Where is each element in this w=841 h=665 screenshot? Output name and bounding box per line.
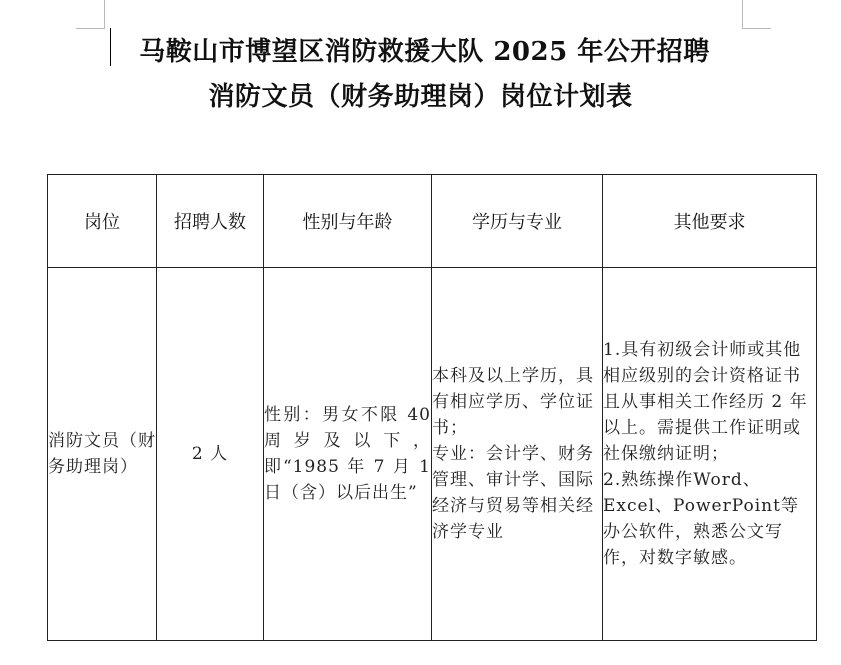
cell-gender-age: 性别：男女不限 40 周岁及以下，即“1985 年 7 月 1 日（含）以后出生”	[264, 268, 432, 641]
requirement-1: 1.具有初级会计师或其他相应级别的会计资格证书且从事相关工作经历 2 年以上。需提供工作证明或社保缴纳证明；	[603, 340, 808, 464]
cell-other-requirements	[603, 268, 817, 641]
cell-position: 消防文员（财务助理岗）	[48, 268, 157, 641]
header-gender-age: 性别与年龄	[264, 175, 432, 268]
table-row	[48, 268, 817, 641]
page-corner-mark-left	[76, 0, 105, 29]
requirement-2: 2.熟练操作Word、Excel、PowerPoint等办公软件，熟悉公文写作，对数字敏感。	[603, 470, 799, 568]
document-title-line-2: 消防文员（财务助理岗）岗位计划表	[208, 82, 633, 112]
header-position: 岗位	[48, 175, 157, 268]
education-degree: 本科及以上学历，具有相应学历、学位证书；	[432, 366, 594, 438]
recruitment-plan-table	[47, 174, 817, 641]
education-major: 专业：会计学、财务管理、审计学、国际经济与贸易等相关经济学专业	[432, 444, 594, 542]
document-title-line-1: 马鞍山市博望区消防救援大队 2025 年公开招聘	[139, 37, 710, 67]
header-other-requirements: 其他要求	[603, 175, 817, 268]
cell-count: 2 人	[157, 268, 264, 641]
header-count: 招聘人数	[157, 175, 264, 268]
table-header-row	[48, 175, 817, 268]
header-education: 学历与专业	[432, 175, 603, 268]
page-corner-mark-right	[742, 0, 771, 29]
cell-education	[432, 268, 603, 641]
